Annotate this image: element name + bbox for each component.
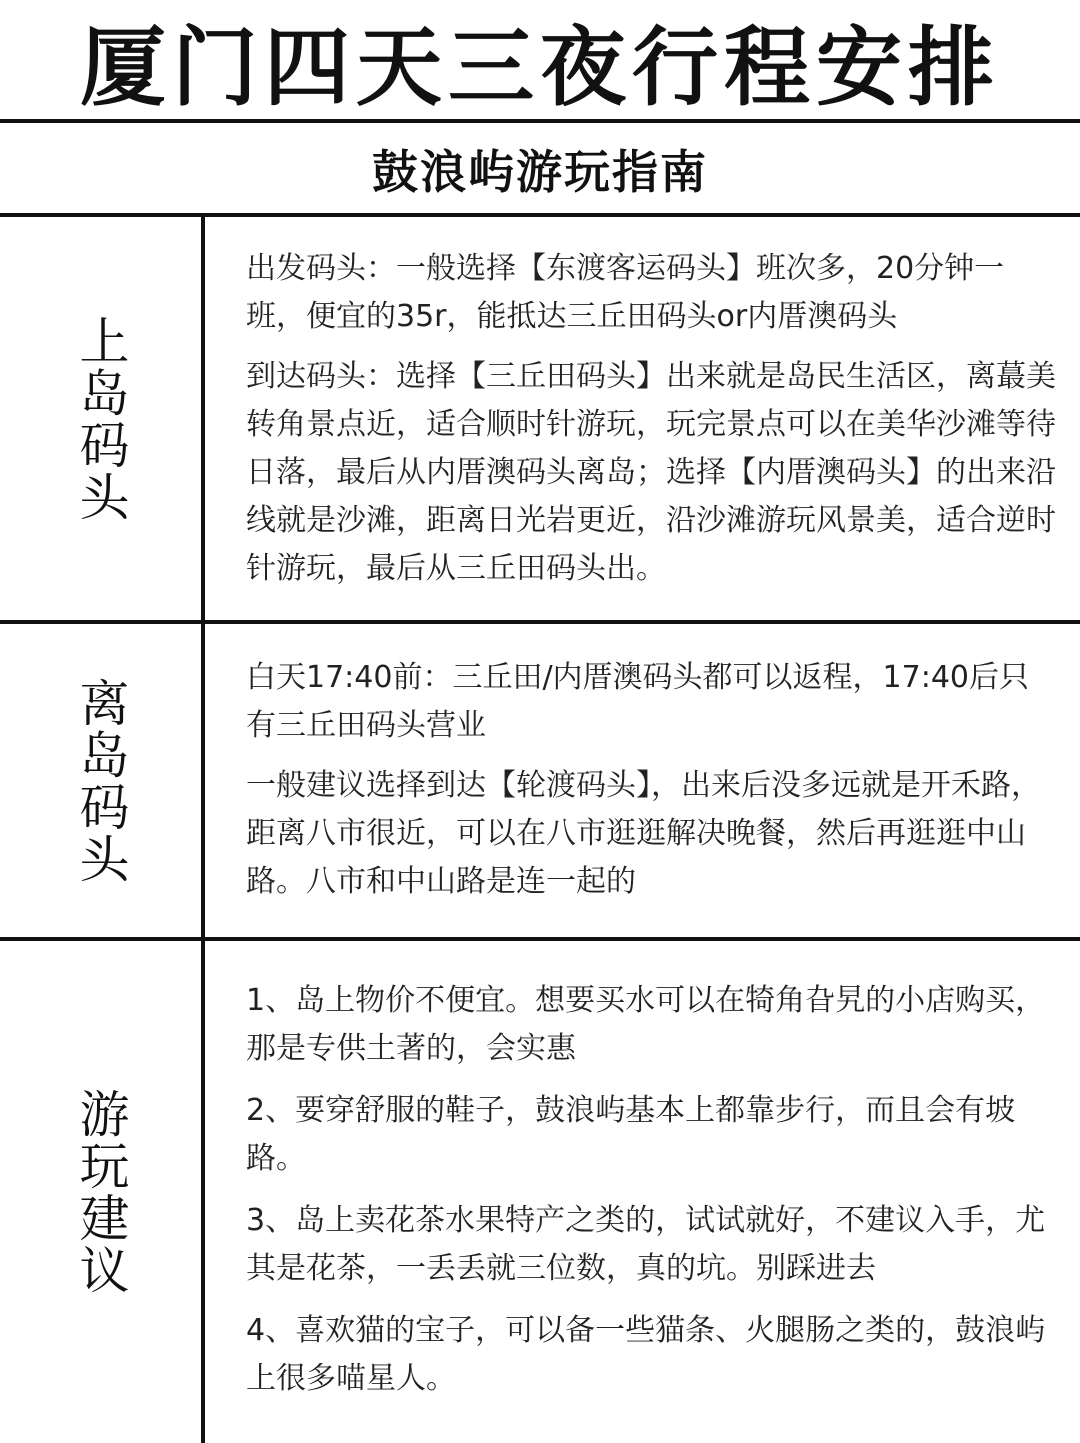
column-divider	[201, 217, 205, 1443]
paragraph-arrival-pier: 到达码头：选择【三丘田码头】出来就是岛民生活区，离蕞美转角景点近，适合顺时针游玩，玩完景点可以在美华沙滩等待日落，最后从内厝澳码头离岛；选择【内厝澳码头】的出来沿线就是沙滩，距离日光岩更近，沿沙滩游玩风景美，适合逆时针游玩，最后从三丘田码头出。	[246, 359, 1056, 586]
row-content-boarding-pier	[246, 245, 1056, 593]
title-divider	[0, 119, 1080, 123]
paragraph-ferry-suggestion: 一般建议选择到达【轮渡码头】，出来后没多远就是开禾路，距离八市很近，可以在八市逛逛解决晚餐，然后再逛逛中山路。八市和中山路是连一起的	[246, 768, 1041, 899]
page-title: 厦门四天三夜行程安排	[80, 18, 1000, 118]
tip-item: 2、要穿舒服的鞋子，鼓浪屿基本上都靠步行，而且会有坡路。	[246, 1093, 1016, 1176]
tip-item: 1、岛上物价不便宜。想要买水可以在犄角旮旯的小店购买，那是专供土著的，会实惠	[246, 983, 1046, 1066]
tip-item: 3、岛上卖花茶水果特产之类的，试试就好，不建议入手，尤其是花茶，一丢丢就三位数，真的坑。别踩进去	[246, 1203, 1046, 1286]
section-subtitle: 鼓浪屿游玩指南	[372, 145, 708, 199]
tip-item: 4、喜欢猫的宝子，可以备一些猫条、火腿肠之类的，鼓浪屿上很多喵星人。	[246, 1313, 1046, 1396]
row-label-leaving-pier	[0, 624, 201, 937]
row-content-tips	[246, 977, 1056, 1403]
paragraph-departure-pier: 出发码头：一般选择【东渡客运码头】班次多，20分钟一班，便宜的35r，能抵达三丘田码头or内厝澳码头	[246, 251, 1005, 334]
paragraph-return-time: 白天17:40前：三丘田/内厝澳码头都可以返程，17:40后只有三丘田码头营业	[246, 660, 1030, 743]
row-label-tips	[0, 941, 201, 1443]
row-content-leaving-pier	[246, 654, 1056, 906]
row-label-text: 游玩建议	[71, 1088, 130, 1296]
row-label-boarding-pier	[0, 217, 201, 620]
row-label-text: 离岛码头	[71, 676, 130, 885]
row-label-text: 上岛码头	[71, 314, 130, 523]
